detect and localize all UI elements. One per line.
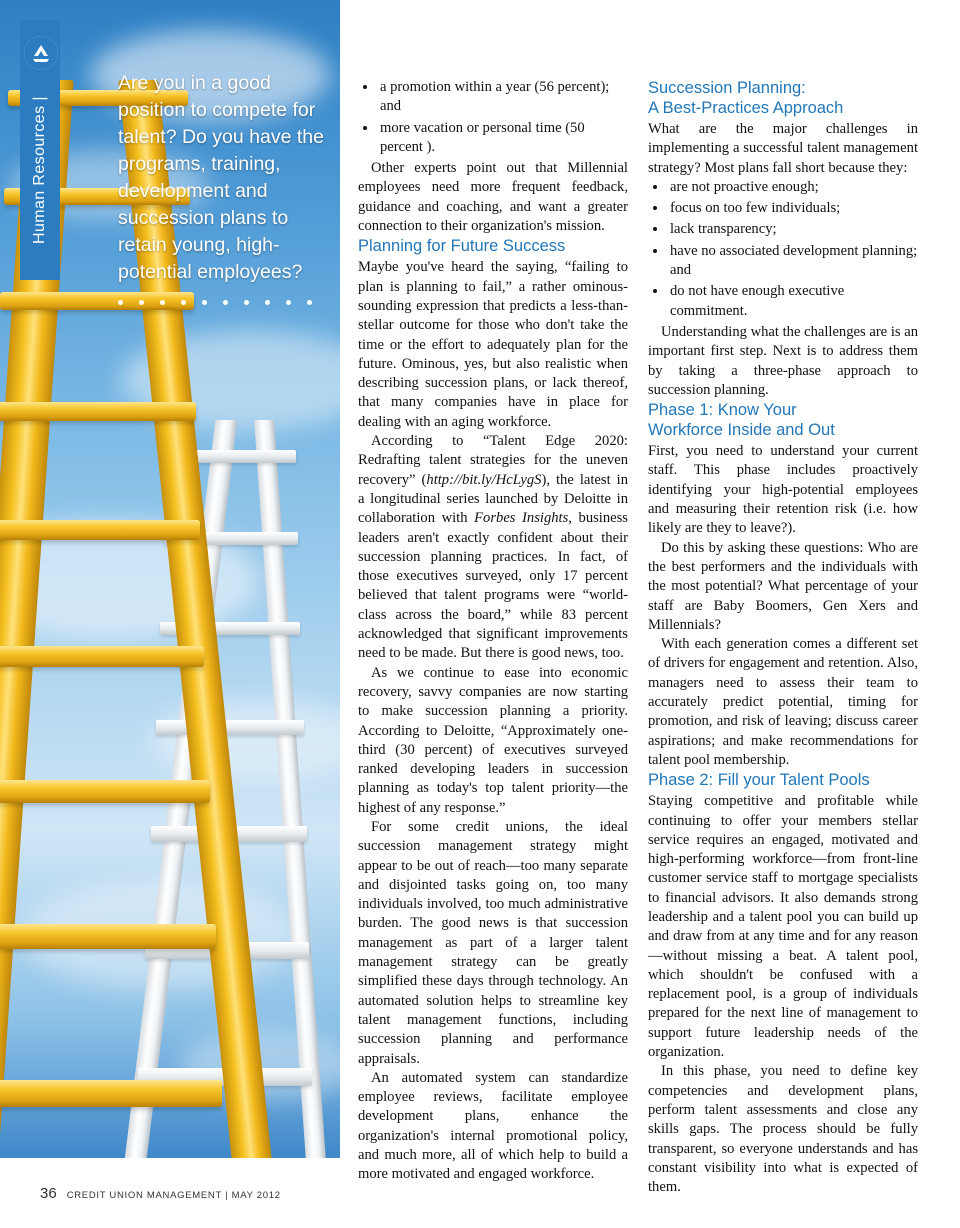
paragraph: In this phase, you need to define key competencies and development plans, perform talent assessments and close any skills gaps. The process should be fully transparent, so everyone understands and has constant visibility into what is expected of them. — [648, 1063, 918, 1196]
heading-succession-planning — [648, 78, 918, 118]
heading-line-1: Phase 1: Know Your — [648, 401, 797, 420]
list-item: • a promotion within a year (56 percent); and — [378, 78, 628, 117]
list-item: • more vacation or personal time (50 percent ). — [378, 119, 628, 158]
list-item: • are not proactive enough; — [668, 178, 918, 197]
paragraph: First, you need to understand your current staff. This phase includes proactively identifying your high-potential employees and measuring their retention risk (i.e. how likely are they to leave?). — [648, 443, 918, 537]
paragraph: Maybe you've heard the saying, “failing to plan is planning to fail,” a rather ominous-sounding expression that predicts a less-than-stellar outcome for those who don't take the time or the effort to adequately plan for the future. Ominous, yes, but also realistic when describing succession plans, or lack thereof, that many companies have in place for dealing with an aging workforce. — [358, 259, 628, 430]
paragraph: For some credit unions, the ideal succession management strategy might appear to be out of reach—too many separate and disjointed tasks going on, too many individuals involved, too much administrative burden. The good news is that succession management as part of a larger talent management strategy can be greatly simplified these days through technology. An automated solution helps to streamline key talent management functions, including succession planning and performance appraisals. — [358, 818, 628, 1067]
section-tab-label: Human Resources | — [31, 96, 48, 244]
heading-phase-2: Phase 2: Fill your Talent Pools — [648, 771, 870, 790]
paragraph: Understanding what the challenges are is an important first step. Next is to address them by taking a three-phase approach to succession planning. — [648, 323, 918, 398]
heading-line-2: Workforce Inside and Out — [648, 421, 835, 440]
paragraph-text: According to “Talent Edge 2020: Redrafting talent strategies for the uneven recovery” (http://bit.ly/HcLygS), the latest in a longitudinal series launched by Deloitte in collaboration with Forbes Insights, business leaders aren't exactly confident about their succession planning practices. In fact, of those executives surveyed, only 17 percent believed that talent programs were “world-class across the board,” while 83 percent acknowledged that significant improvements need to be made. But there is good news, too. — [358, 433, 628, 662]
article-deck: Are you in a good position to compete for talent? Do you have the programs, training, development and succession plans to retain young, high-potential employees? — [118, 72, 324, 283]
citation-url: http://bit.ly/HcLygS — [426, 471, 542, 488]
list-item: • lack transparency; — [668, 220, 918, 239]
page-number: 36 — [40, 1185, 57, 1202]
paragraph: Do this by asking these questions: Who are the best performers and the individuals with the most potential? What percentage of your staff are Baby Boomers, Gen Xers and Millennials? — [648, 539, 918, 633]
bullet-list-benefits — [358, 78, 628, 157]
publication-name: Forbes Insights — [474, 510, 569, 527]
text-column-2 — [648, 78, 918, 1197]
paragraph: An automated system can standardize employee reviews, facilitate employee development plans, enhance the organization's internal promotional policy, and much more, all of which help to build a more motivated and engaged workforce. — [358, 1069, 628, 1183]
footer-publication-line: CREDIT UNION MANAGEMENT | MAY 2012 — [66, 1190, 281, 1201]
page-footer — [40, 1185, 281, 1202]
paragraph: What are the major challenges in implementing a successful talent management strategy? Most plans fall short because they: — [648, 121, 918, 176]
list-item: • focus on too few individuals; — [668, 199, 918, 218]
bullet-list-challenges — [648, 178, 918, 321]
paragraph: With each generation comes a different set of drivers for engagement and retention. Also, managers need to assess their team to accurately predict potential, timing for promotion, and risk of leaving; discuss career aspirations; and make recommendations for talent pool membership. — [648, 636, 918, 768]
paragraph: Staying competitive and profitable while continuing to offer your members stellar service requires an engaged, motivated and high-performing workforce—from front-line customer service staff to mortgage specialists to financial advisors. It also demands strong leadership and a talent pool you can build up and draw from at any time and for any reason—without missing a beat. A talent pool, which shouldn't be confused with a replacement pool, is a group of individuals prepared for the next line of management to support future leadership needs of the organization. — [648, 793, 918, 1061]
paragraph — [358, 432, 628, 664]
cu-logo-icon — [24, 36, 58, 70]
text-column-1 — [358, 78, 628, 1185]
heading-phase-1 — [648, 400, 918, 440]
heading-planning-for-future-success: Planning for Future Success — [358, 237, 566, 256]
paragraph: As we continue to ease into economic recovery, savvy companies are now starting to make succession planning a priority. According to Deloitte, “Approximately one-third (30 percent) of executives surveyed ranked developing leaders in succession planning as today's top talent priority—the highest of any response.” — [358, 664, 628, 816]
list-item: • do not have enough executive commitment. — [668, 282, 918, 321]
paragraph: Other experts point out that Millennial employees need more frequent feedback, guidance and coaching, and want a greater connection to their organization's mission. — [358, 160, 628, 235]
list-item: • have no associated development planning; and — [668, 242, 918, 281]
heading-line-1: Succession Planning: — [648, 79, 806, 97]
deck-dot-rule — [118, 300, 333, 305]
heading-line-2: A Best-Practices Approach — [648, 99, 844, 117]
